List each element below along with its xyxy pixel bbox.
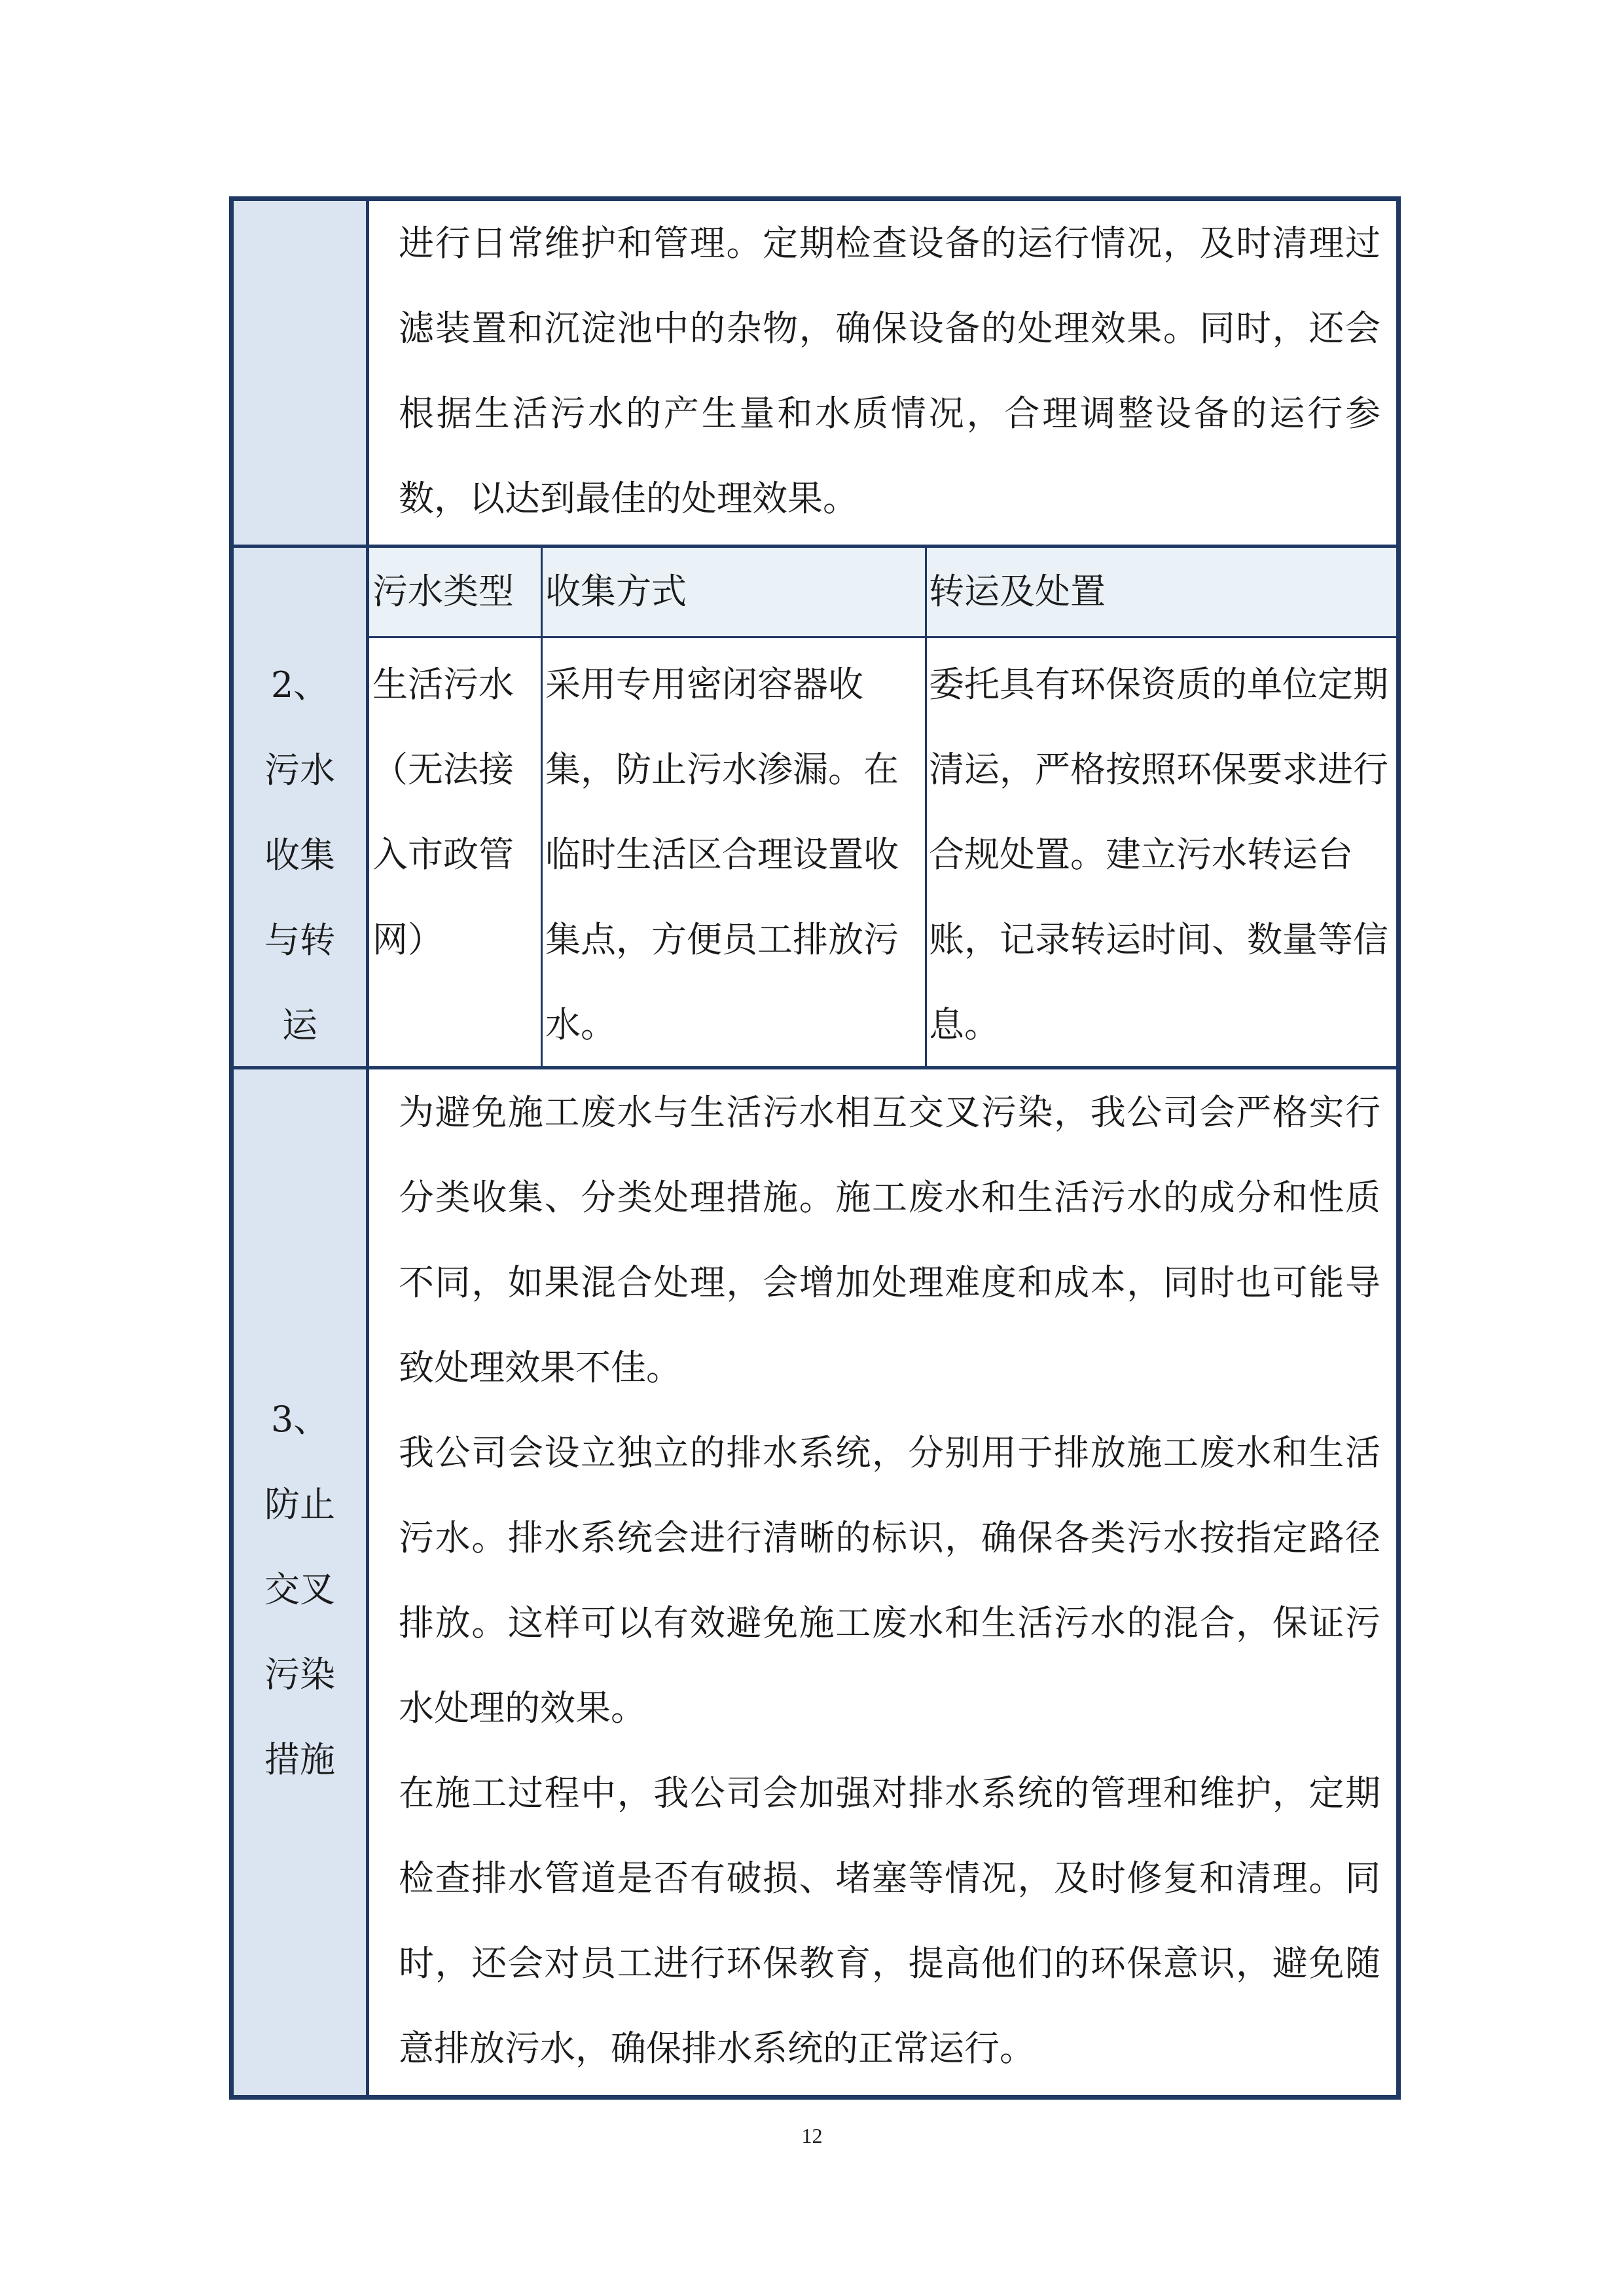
column-divider: [366, 201, 369, 2095]
row1-paragraph: 进行日常维护和管理。定期检查设备的运行情况，及时清理过滤装置和沉淀池中的杂物，确保设备的处理效果。同时，还会根据生活污水的产生量和水质情况，合理调整设备的运行参数，以达到最佳的处理效果。: [399, 223, 1380, 519]
page-number: 12: [801, 2124, 823, 2147]
inner-col-divider-3: [1396, 548, 1398, 1066]
inner-col-divider-1: [541, 548, 543, 1066]
header-transport-disposal: 转运及处置: [929, 571, 1106, 612]
header-wastewater-type: 污水类型: [372, 571, 514, 612]
row3-label: 3、防止交叉污染措施: [264, 1399, 335, 1780]
row2-label: 2、污水收集与转运: [264, 664, 335, 1046]
header-collection-method: 收集方式: [545, 571, 687, 612]
inner-col-divider-2: [925, 548, 927, 1066]
row3-paragraph-3: 在施工过程中，我公司会加强对排水系统的管理和维护，定期检查排水管道是否有破损、堵塞等情况，及时修复和清理。同时，还会对员工进行环保教育，提高他们的环保意识，避免随意排放污水，确保排水系统的正常运行。: [399, 1772, 1380, 2069]
inner-header-divider: [369, 636, 1396, 638]
cell-transport-disposal: 委托具有环保资质的单位定期清运，严格按照环保要求进行合规处置。建立污水转运台账，记录转运时间、数量等信息。: [929, 664, 1388, 1045]
cell-collection-method: 采用专用密闭容器收集，防止污水渗漏。在临时生活区合理设置收集点，方便员工排放污水。: [545, 664, 899, 1045]
row3-paragraph-2: 我公司会设立独立的排水系统，分别用于排放施工废水和生活污水。排水系统会进行清晰的标识，确保各类污水按指定路径排放。这样可以有效避免施工废水和生活污水的混合，保证污水处理的效果。: [399, 1432, 1380, 1729]
content-table: [229, 196, 1401, 2100]
left-column: [234, 201, 366, 2095]
cell-wastewater-type: 生活污水（无法接入市政管网）: [372, 664, 514, 960]
row3-paragraph-1: 为避免施工废水与生活污水相互交叉污染，我公司会严格实行分类收集、分类处理措施。施工废水和生活污水的成分和性质不同，如果混合处理，会增加处理难度和成本，同时也可能导致处理效果不佳。: [399, 1092, 1380, 1388]
inner-table-header-bg: [369, 548, 1396, 636]
